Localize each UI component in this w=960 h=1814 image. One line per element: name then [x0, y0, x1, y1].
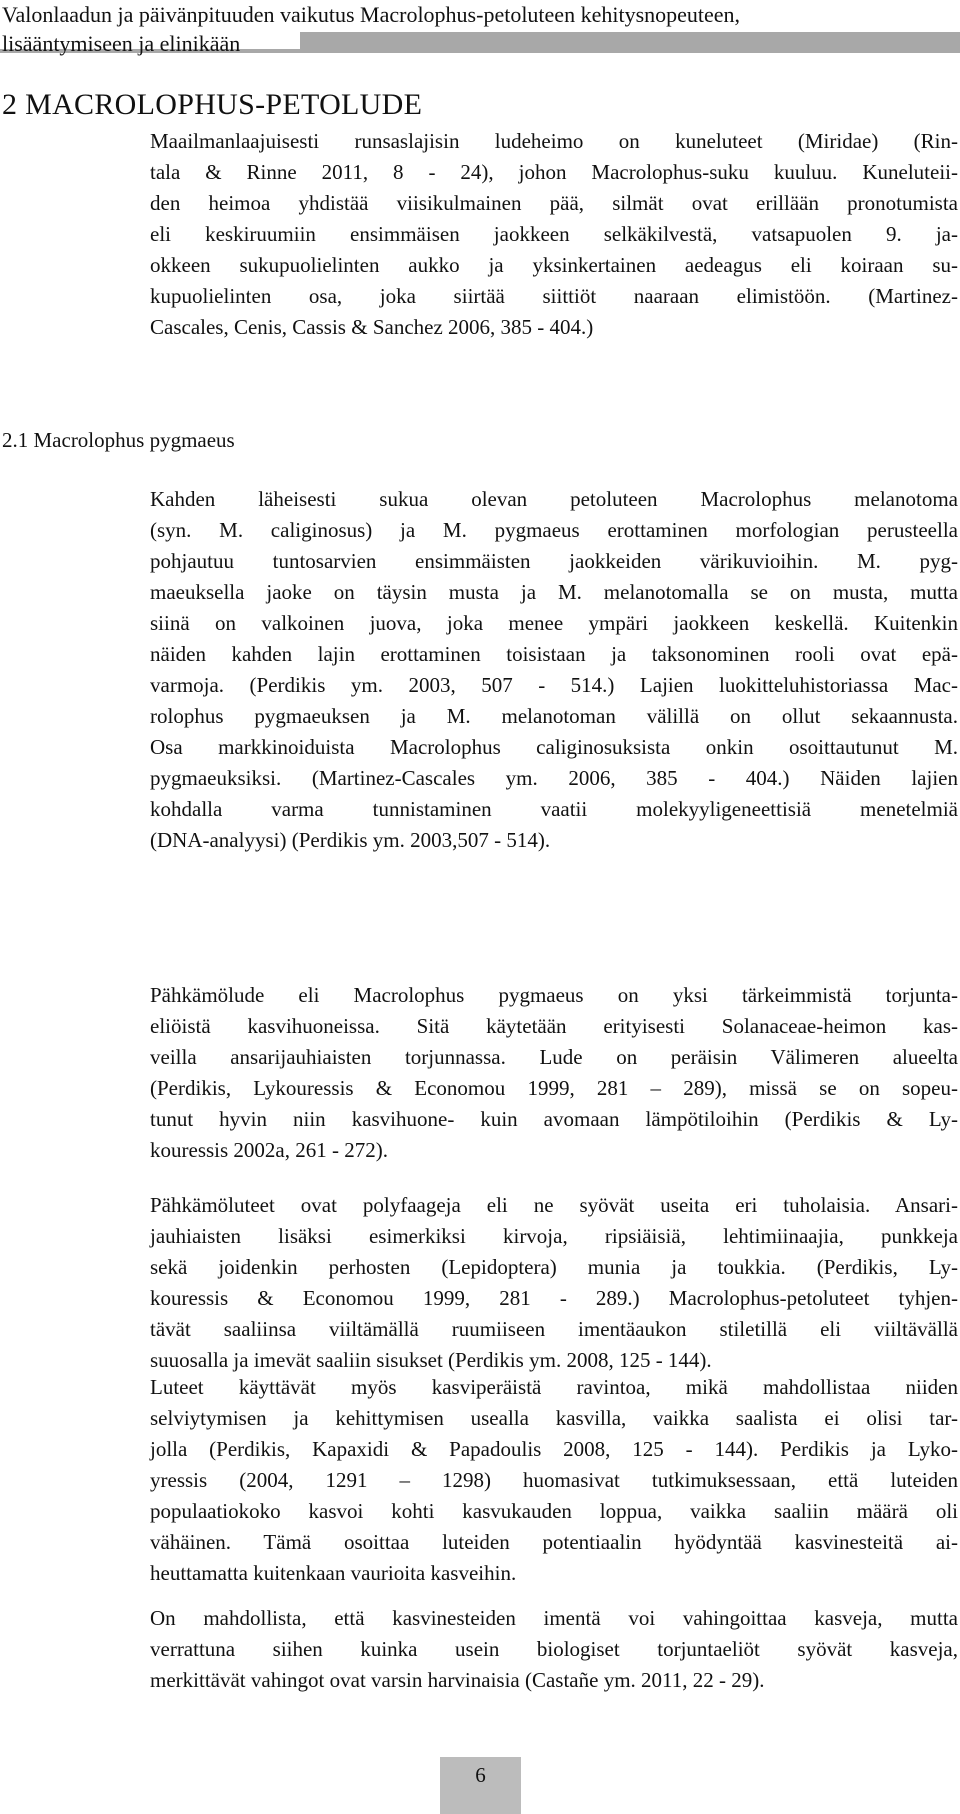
paragraph-line: rolophus pygmaeuksen ja M. melanotoman välillä on ollut sekaannusta.: [150, 704, 958, 728]
paragraph-line: jolla (Perdikis, Kapaxidi & Papadoulis 2008, 125 - 144). Perdikis ja Lyko-: [150, 1437, 958, 1461]
paragraph-3: [150, 980, 958, 1166]
paragraph-line: tunut hyvin niin kasvihuone- kuin avomaan lämpötiloihin (Perdikis & Ly-: [150, 1107, 958, 1131]
paragraph-line: merkittävät vahingot ovat varsin harvinaisia (Castañe ym. 2011, 22 - 29).: [150, 1668, 765, 1692]
paragraph-6: [150, 1603, 958, 1696]
paragraph-4: [150, 1190, 958, 1376]
paragraph-line: veilla ansarijauhiaisten torjunnassa. Lude on peräisin Välimeren alueelta: [150, 1045, 958, 1069]
section-heading: 2.1 Macrolophus pygmaeus: [2, 428, 235, 452]
paragraph-line: Cascales, Cenis, Cassis & Sanchez 2006, 385 - 404.): [150, 315, 594, 339]
paragraph-line: (DNA-analyysi) (Perdikis ym. 2003,507 - 514).: [150, 828, 551, 852]
paragraph-line: vähäinen. Tämä osoittaa luteiden potentiaalin hyödyntää kasvinesteitä ai-: [150, 1530, 958, 1554]
paragraph-line: pygmaeuksiksi. (Martinez-Cascales ym. 2006, 385 - 404.) Näiden lajien: [150, 766, 958, 790]
paragraph-line: eliöistä kasvihuoneissa. Sitä käytetään erityisesti Solanaceae-heimon kas-: [150, 1014, 958, 1038]
paragraph-line: maeuksella jaoke on täysin musta ja M. melanotomalla se on musta, mutta: [150, 580, 958, 604]
paragraph-line: (Perdikis, Lykouressis & Economou 1999, 281 – 289), missä se on sopeu-: [150, 1076, 958, 1100]
paragraph-line: selviytymisen ja kehittymisen usealla kasvilla, vaikka saalista ei olisi tar-: [150, 1406, 958, 1430]
paragraph-1: [150, 126, 958, 343]
chapter-heading: 2 MACROLOPHUS-PETOLUDE: [2, 88, 423, 121]
paragraph-2: [150, 484, 958, 856]
paragraph-line: den heimoa yhdistää viisikulmainen pää, silmät ovat erillään pronotumista: [150, 191, 958, 215]
paragraph-line: sekä joidenkin perhosten (Lepidoptera) munia ja toukkia. (Perdikis, Ly-: [150, 1255, 958, 1279]
paragraph-line: Maailmanlaajuisesti runsaslajisin ludeheimo on kuneluteet (Miridae) (Rin-: [150, 129, 958, 153]
paragraph-line: kohdalla varma tunnistaminen vaatii molekyyligeneettisiä menetelmiä: [150, 797, 958, 821]
paragraph-line: verrattuna siihen kuinka usein biologiset torjuntaeliöt syövät kasveja,: [150, 1637, 958, 1661]
paragraph-line: tala & Rinne 2011, 8 - 24), johon Macrolophus-suku kuuluu. Kuneluteii-: [150, 160, 958, 184]
running-head-line-1: Valonlaadun ja päivänpituuden vaikutus Macrolophus-petoluteen kehitysnopeuteen,: [2, 2, 741, 27]
running-head-line-2: lisääntymiseen ja elinikään: [2, 31, 241, 56]
paragraph-line: populaatiokoko kasvoi kohti kasvukauden loppua, vaikka saaliin määrä oli: [150, 1499, 958, 1523]
paragraph-line: kouressis & Economou 1999, 281 - 289.) Macrolophus-petoluteet tyhjen-: [150, 1286, 958, 1310]
paragraph-line: okkeen sukupuolielinten aukko ja yksinkertainen aedeagus eli koiraan su-: [150, 253, 958, 277]
running-head: [0, 0, 960, 58]
paragraph-line: siinä on valkoinen juova, joka menee ympäri jaokkeen keskellä. Kuitenkin: [150, 611, 958, 635]
paragraph-line: Pähkämöluteet ovat polyfaageja eli ne syövät useita eri tuholaisia. Ansari-: [150, 1193, 958, 1217]
paragraph-line: Kahden läheisesti sukua olevan petoluteen Macrolophus melanotoma: [150, 487, 958, 511]
paragraph-line: (syn. M. caliginosus) ja M. pygmaeus erottaminen morfologian perusteella: [150, 518, 958, 542]
paragraph-line: Osa markkinoiduista Macrolophus caliginosuksista onkin osoittautunut M.: [150, 735, 958, 759]
paragraph-line: suuosalla ja imevät saaliin sisukset (Perdikis ym. 2008, 125 - 144).: [150, 1348, 712, 1372]
page-number: 6: [475, 1763, 486, 1787]
paragraph-line: heuttamatta kuitenkaan vaurioita kasveihin.: [150, 1561, 517, 1585]
paragraph-line: eli keskiruumiin ensimmäisen jaokkeen selkäkilvestä, vatsapuolen 9. ja-: [150, 222, 958, 246]
paragraph-line: pohjautuu tuntosarvien ensimmäisten jaokkeiden värikuvioihin. M. pyg-: [150, 549, 958, 573]
paragraph-5: [150, 1372, 958, 1589]
paragraph-line: näiden kahden lajin erottaminen toisistaan ja taksonominen rooli ovat epä-: [150, 642, 958, 666]
paragraph-line: On mahdollista, että kasvinesteiden imentä voi vahingoittaa kasveja, mutta: [150, 1606, 958, 1630]
paragraph-line: yressis (2004, 1291 – 1298) huomasivat tutkimuksessaan, että luteiden: [150, 1468, 958, 1492]
paragraph-line: kupuolielinten osa, joka siirtää siittiöt naaraan elimistöön. (Martinez-: [150, 284, 958, 308]
paragraph-line: Pähkämölude eli Macrolophus pygmaeus on yksi tärkeimmistä torjunta-: [150, 983, 958, 1007]
paragraph-line: varmoja. (Perdikis ym. 2003, 507 - 514.) Lajien luokitteluhistoriassa Mac-: [150, 673, 958, 697]
paragraph-line: Luteet käyttävät myös kasviperäistä ravintoa, mikä mahdollistaa niiden: [150, 1375, 958, 1399]
paragraph-line: tävät saaliinsa viiltämällä ruumiiseen imentäaukon stiletillä eli viiltävällä: [150, 1317, 958, 1341]
paragraph-line: jauhiaisten lisäksi esimerkiksi kirvoja, ripsiäisiä, lehtimiinaajia, punkkeja: [150, 1224, 958, 1248]
paragraph-line: kouressis 2002a, 261 - 272).: [150, 1138, 388, 1162]
